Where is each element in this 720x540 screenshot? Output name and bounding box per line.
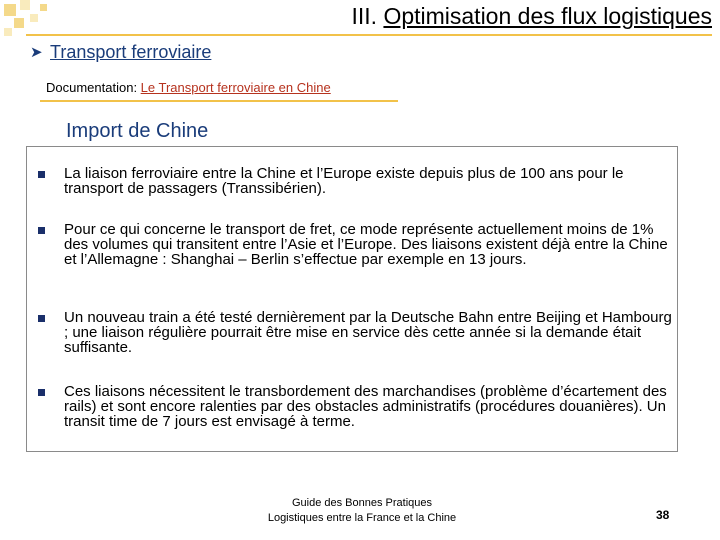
- arrow-bullet-icon: ➤: [30, 44, 43, 61]
- documentation-divider: [40, 100, 398, 102]
- square-bullet-icon: [38, 227, 45, 234]
- list-item-text: Ces liaisons nécessitent le transbordement des marchandises (problème d’écartement des rails) et sont encore ralenties par des obstacles administratifs (procédures douanières). Un transit time de 7 jours est envisagé à terme.: [64, 383, 667, 430]
- square-bullet-icon: [38, 171, 45, 178]
- footer: [248, 496, 476, 526]
- page-title: [351, 2, 712, 30]
- square-bullet-icon: [38, 315, 45, 322]
- page-title-roman: III.: [351, 3, 378, 29]
- footer-line-1: Guide des Bonnes Pratiques: [291, 497, 433, 509]
- section-title: Transport ferroviaire: [50, 42, 212, 62]
- box-title: Import de Chine: [66, 120, 209, 142]
- footer-line-2: Logistiques entre la France et la Chine: [267, 512, 457, 524]
- list-item-text: Un nouveau train a été testé dernièrement par la Deutsche Bahn entre Beijing et Hambourg ; une liaison régulière pourrait être mise en service dès cette année si la demande était suffisante.: [64, 309, 672, 356]
- page-title-text: Optimisation des flux logistiques: [383, 3, 712, 29]
- list-item-text: La liaison ferroviaire entre la Chine et l’Europe existe depuis plus de 100 ans pour le transport de passagers (Transsibérien).: [64, 165, 624, 197]
- documentation-link[interactable]: Le Transport ferroviaire en Chine: [140, 80, 331, 95]
- square-bullet-icon: [38, 389, 45, 396]
- documentation-label: Documentation:: [46, 80, 141, 95]
- list-item-text: Pour ce qui concerne le transport de fret, ce mode représente actuellement moins de 1% des volumes qui transitent entre l’Asie et l’Europe. Des liaisons existent déjà entre la Chine et l’Allemagne : Shanghai – Berlin s’effectue par exemple en 13 jours.: [64, 221, 668, 268]
- title-divider: [26, 34, 712, 36]
- documentation-line: [46, 80, 331, 96]
- page-number: 38: [656, 508, 670, 522]
